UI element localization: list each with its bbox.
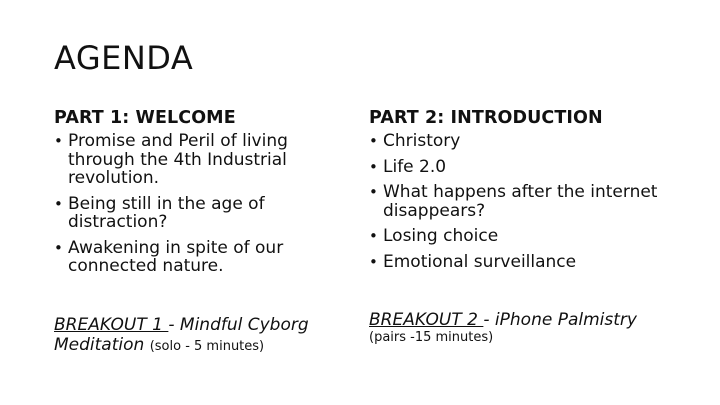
bullet-icon: • (54, 238, 63, 257)
list-item (54, 195, 354, 232)
part2-column (369, 107, 689, 278)
list-item-text: Christory (383, 131, 461, 151)
breakout-2-title: - iPhone Palmistry (483, 310, 637, 330)
part2-bullet-list (369, 132, 689, 271)
breakout-1-note: (solo - 5 minutes) (149, 339, 265, 354)
slide-title: AGENDA (54, 39, 194, 77)
list-item (369, 158, 689, 177)
bullet-icon: • (369, 227, 378, 245)
list-item (54, 132, 354, 188)
list-item-text: Promise and Peril of living through the 4th Industrial revolution. (68, 131, 288, 188)
bullet-icon: • (369, 183, 378, 201)
breakout-1-title: - Mindful Cyborg Meditation (54, 315, 309, 355)
part1-bullet-list (54, 132, 354, 276)
list-item-text: What happens after the internet disappears? (383, 182, 658, 221)
bullet-icon: • (369, 132, 378, 150)
breakout-2-note: (pairs -15 minutes) (369, 330, 494, 345)
list-item-text: Awakening in spite of our connected nature. (68, 237, 284, 276)
breakout-2 (369, 310, 689, 345)
breakout-2-label: BREAKOUT 2 (369, 310, 484, 330)
breakout-1 (54, 315, 354, 357)
list-item-text: Being still in the age of distraction? (68, 193, 265, 232)
breakout-1-label: BREAKOUT 1 (54, 315, 169, 335)
list-item (369, 227, 689, 246)
list-item-text: Life 2.0 (383, 156, 447, 177)
list-item (369, 132, 689, 151)
list-item-text: Emotional surveillance (383, 251, 577, 272)
bullet-icon: • (369, 157, 378, 176)
bullet-icon: • (54, 132, 63, 150)
part1-column (54, 107, 354, 283)
list-item (369, 183, 689, 220)
bullet-icon: • (54, 194, 63, 213)
part1-heading: PART 1: WELCOME (54, 108, 236, 128)
list-item-text: Losing choice (383, 226, 499, 246)
list-item (369, 253, 689, 272)
part2-heading: PART 2: INTRODUCTION (369, 108, 603, 128)
bullet-icon: • (369, 252, 378, 271)
list-item (54, 239, 354, 276)
